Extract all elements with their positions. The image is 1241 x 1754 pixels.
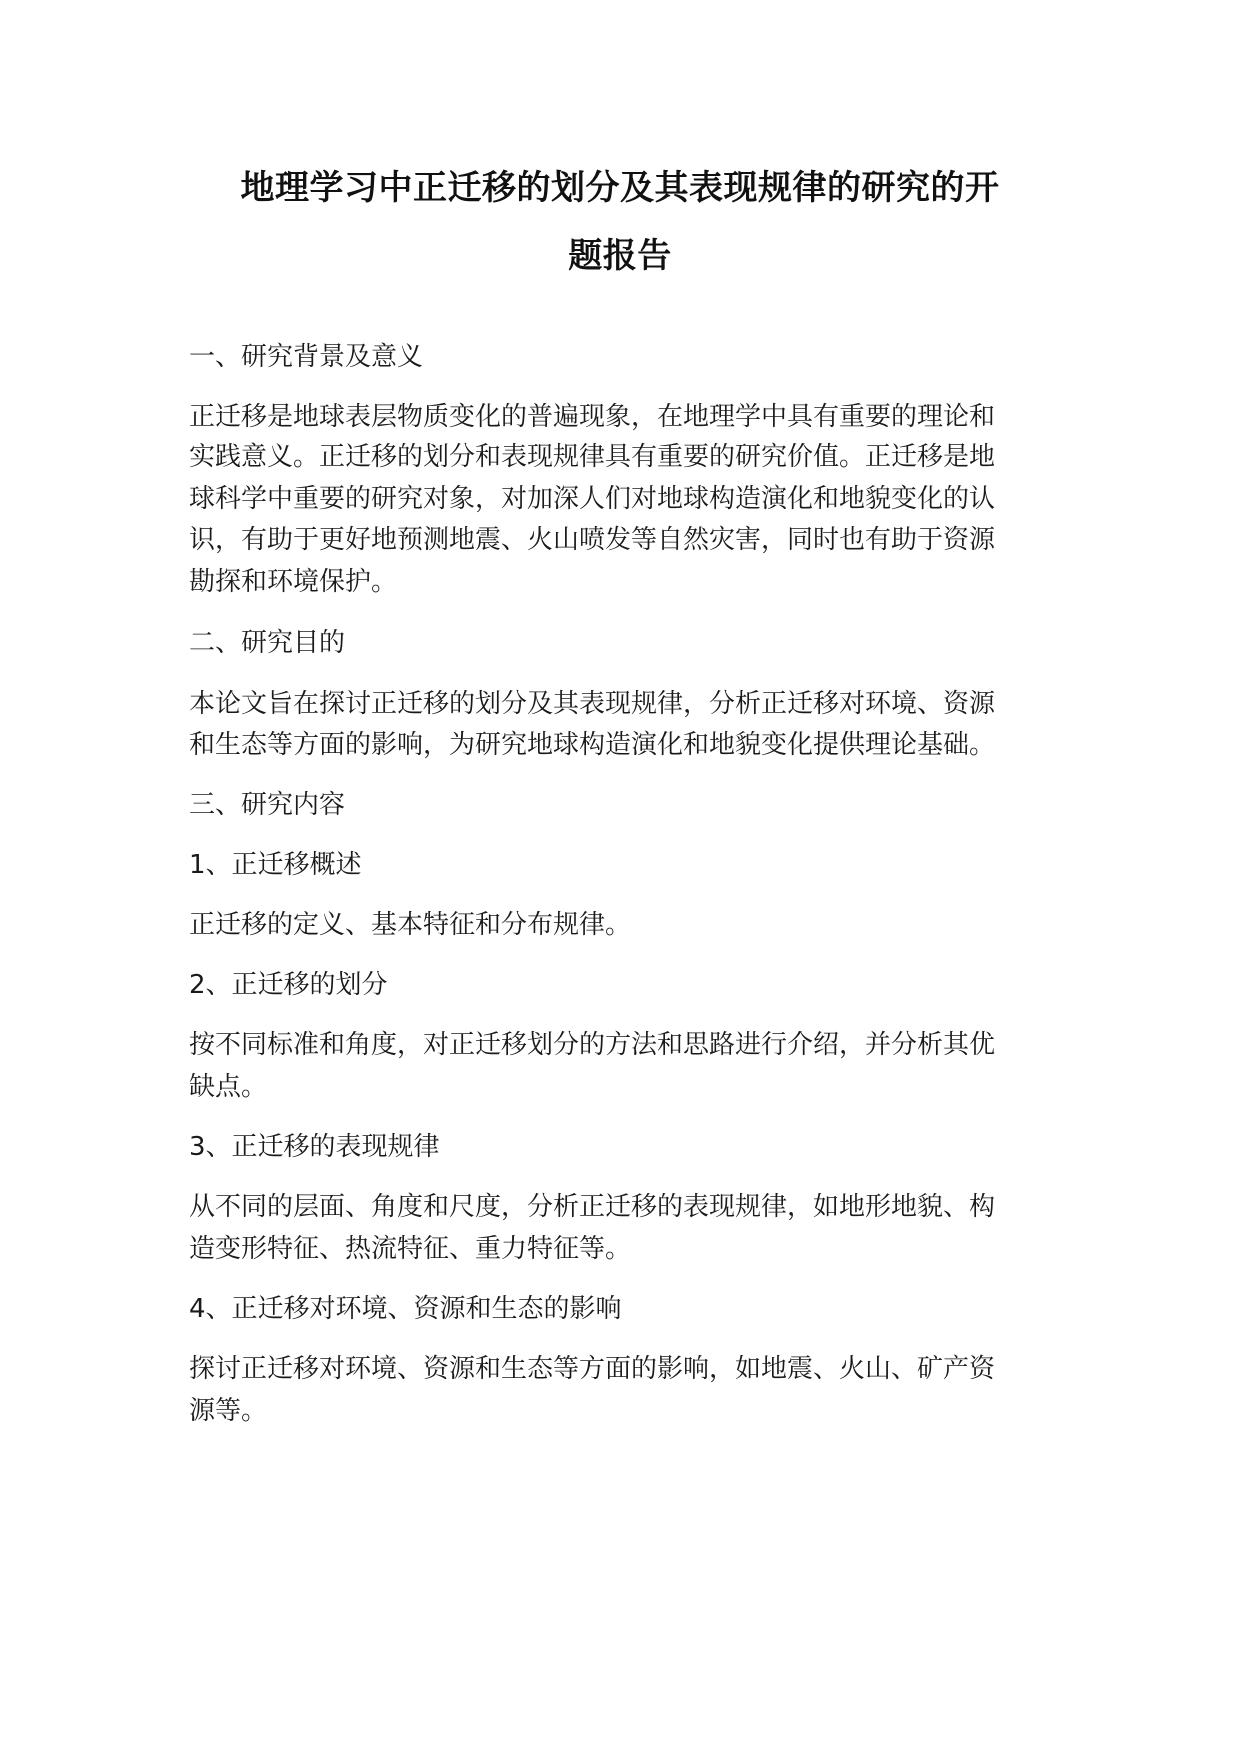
section-heading-purpose: 二、研究目的 [189,628,346,658]
item-heading-overview: 1、正迁移概述 [189,850,362,880]
paragraph-line: 识，有助于更好地预测地震、火山喷发等自然灾害，同时也有助于资源 [189,525,996,555]
paragraph-line: 按不同标准和角度，对正迁移划分的方法和思路进行介绍，并分析其优 [189,1030,996,1060]
paragraph-line: 勘探和环境保护。 [189,567,398,597]
paragraph-line: 和生态等方面的影响，为研究地球构造演化和地貌变化提供理论基础。 [189,730,996,760]
paragraph-line: 探讨正迁移对环境、资源和生态等方面的影响，如地震、火山、矿产资 [189,1354,996,1384]
item-heading-impact: 4、正迁移对环境、资源和生态的影响 [189,1294,622,1324]
document-title-line-1: 地理学习中正迁移的划分及其表现规律的研究的开 [240,168,1000,208]
paragraph-line: 造变形特征、热流特征、重力特征等。 [189,1234,632,1264]
section-heading-content: 三、研究内容 [189,790,346,820]
item-heading-division: 2、正迁移的划分 [189,970,388,1000]
paragraph-line: 正迁移的定义、基本特征和分布规律。 [189,910,632,940]
paragraph-line: 缺点。 [189,1072,268,1102]
paragraph-line: 从不同的层面、角度和尺度，分析正迁移的表现规律，如地形地貌、构 [189,1192,996,1222]
paragraph-line: 正迁移是地球表层物质变化的普遍现象，在地理学中具有重要的理论和 [189,402,996,432]
paragraph-line: 源等。 [189,1396,268,1426]
document-title-line-2: 题报告 [568,236,672,276]
paragraph-line: 实践意义。正迁移的划分和表现规律具有重要的研究价值。正迁移是地 [189,442,996,472]
item-heading-patterns: 3、正迁移的表现规律 [189,1132,440,1162]
section-heading-background: 一、研究背景及意义 [189,342,424,372]
paragraph-line: 本论文旨在探讨正迁移的划分及其表现规律，分析正迁移对环境、资源 [189,689,996,719]
paragraph-line: 球科学中重要的研究对象，对加深人们对地球构造演化和地貌变化的认 [189,484,996,514]
